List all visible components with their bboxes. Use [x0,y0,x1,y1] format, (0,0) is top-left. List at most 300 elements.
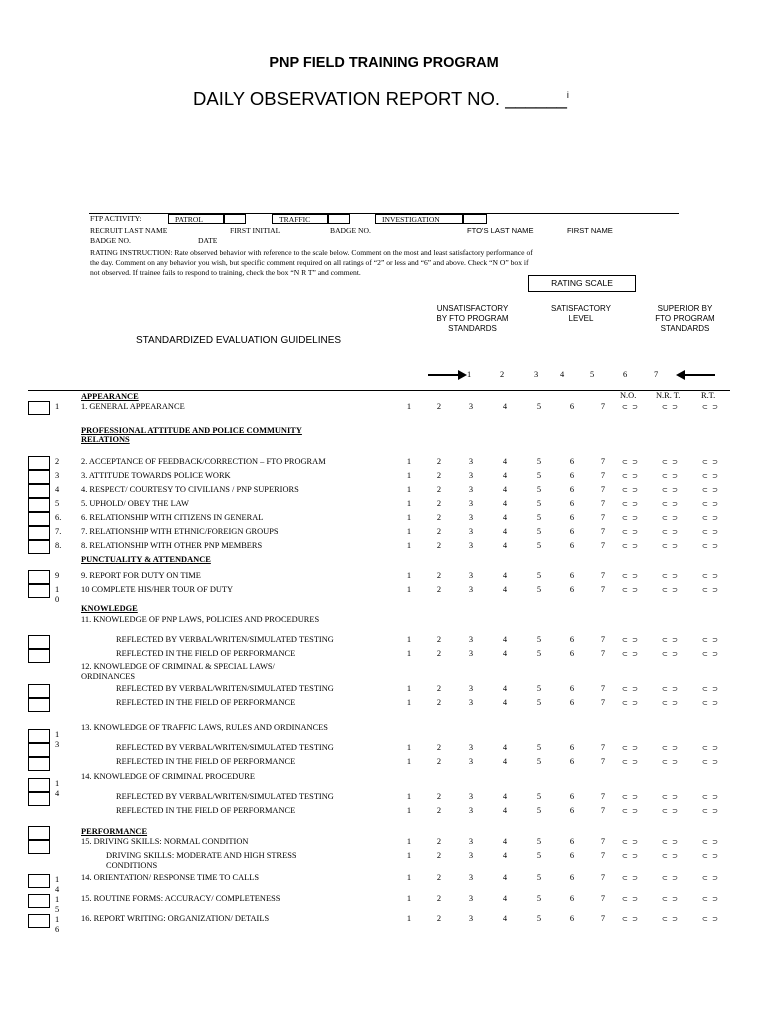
rating-option-4[interactable]: 4 [502,684,508,693]
criterion-label: 3. ATTITUDE TOWARDS POLICE WORK [81,471,231,480]
rating-option-7[interactable]: 7 [600,527,606,536]
rt-checkbox[interactable]: ⊂ ⊃ [702,895,719,903]
rating-option-7[interactable]: 7 [600,684,606,693]
rt-checkbox[interactable]: ⊂ ⊃ [702,758,719,766]
rating-option-7[interactable]: 7 [600,757,606,766]
rt-checkbox[interactable]: ⊂ ⊃ [702,838,719,846]
no-checkbox[interactable]: ⊂ ⊃ [622,636,639,644]
no-checkbox[interactable]: ⊂ ⊃ [622,528,639,536]
item-check-box[interactable] [28,684,50,698]
rating-option-2[interactable]: 2 [436,527,442,536]
rating-option-2[interactable]: 2 [436,649,442,658]
rating-option-6[interactable]: 6 [569,471,575,480]
rating-option-6[interactable]: 6 [569,851,575,860]
rating-option-7[interactable]: 7 [600,837,606,846]
rating-option-6[interactable]: 6 [569,635,575,644]
rating-option-1[interactable]: 1 [406,585,412,594]
rating-option-3[interactable]: 3 [468,541,474,550]
rating-option-4[interactable]: 4 [502,757,508,766]
rating-option-5[interactable]: 5 [536,527,542,536]
rt-checkbox[interactable]: ⊂ ⊃ [702,685,719,693]
rating-option-1[interactable]: 1 [406,649,412,658]
item-check-box[interactable] [28,470,50,484]
nrt-checkbox[interactable]: ⊂ ⊃ [662,699,679,707]
item-number: 7. [55,527,62,536]
rating-option-2[interactable]: 2 [436,684,442,693]
rt-checkbox[interactable]: ⊂ ⊃ [702,744,719,752]
rating-option-6[interactable]: 6 [569,649,575,658]
rating-option-3[interactable]: 3 [468,873,474,882]
rating-option-1[interactable]: 1 [406,471,412,480]
rating-option-1[interactable]: 1 [406,792,412,801]
rt-checkbox[interactable]: ⊂ ⊃ [702,852,719,860]
nrt-checkbox[interactable]: ⊂ ⊃ [662,807,679,815]
rating-option-2[interactable]: 2 [436,485,442,494]
item-check-box[interactable] [28,498,50,512]
investigation-box[interactable]: INVESTIGATION [375,214,463,224]
rating-option-7[interactable]: 7 [600,402,606,411]
rating-option-1[interactable]: 1 [406,757,412,766]
superior-heading [635,304,735,334]
no-checkbox[interactable]: ⊂ ⊃ [622,852,639,860]
criterion-label: 1. GENERAL APPEARANCE [81,402,185,411]
rating-option-5[interactable]: 5 [536,873,542,882]
criterion-label: 6. RELATIONSHIP WITH CITIZENS IN GENERAL [81,513,264,522]
rating-option-3[interactable]: 3 [468,649,474,658]
rating-option-1[interactable]: 1 [406,513,412,522]
rating-option-6[interactable]: 6 [569,585,575,594]
item-check-box[interactable] [28,512,50,526]
rating-option-1[interactable]: 1 [406,457,412,466]
rt-header: R.T. [701,391,716,400]
criterion-label: REFLECTED BY VERBAL/WRITEN/SIMULATED TESTING [116,684,334,693]
section-heading: PUNCTUALITY & ATTENDANCE [81,555,211,564]
no-checkbox[interactable]: ⊂ ⊃ [622,572,639,580]
rating-option-4[interactable]: 4 [502,649,508,658]
rating-option-1[interactable]: 1 [406,499,412,508]
rating-option-3[interactable]: 3 [468,698,474,707]
no-checkbox[interactable]: ⊂ ⊃ [622,542,639,550]
rating-option-4[interactable]: 4 [502,806,508,815]
rating-option-5[interactable]: 5 [536,698,542,707]
nrt-checkbox[interactable]: ⊂ ⊃ [662,486,679,494]
no-checkbox[interactable]: ⊂ ⊃ [622,458,639,466]
rating-option-3[interactable]: 3 [468,684,474,693]
sup-line-1: SUPERIOR BY [657,304,713,313]
no-checkbox[interactable]: ⊂ ⊃ [622,895,639,903]
item-check-box[interactable] [28,874,50,888]
rating-option-5[interactable]: 5 [536,757,542,766]
patrol-check[interactable] [224,214,246,224]
rating-option-1[interactable]: 1 [406,806,412,815]
rating-option-2[interactable]: 2 [436,635,442,644]
rating-option-7[interactable]: 7 [600,485,606,494]
rating-option-6[interactable]: 6 [569,743,575,752]
rating-option-6[interactable]: 6 [569,527,575,536]
rating-option-5[interactable]: 5 [536,541,542,550]
rating-option-1[interactable]: 1 [406,527,412,536]
nrt-checkbox[interactable]: ⊂ ⊃ [662,403,679,411]
nrt-checkbox[interactable]: ⊂ ⊃ [662,758,679,766]
report-number-label: DAILY OBSERVATION REPORT NO. ______ [193,88,567,109]
rating-option-7[interactable]: 7 [600,698,606,707]
rating-option-2[interactable]: 2 [436,851,442,860]
no-checkbox[interactable]: ⊂ ⊃ [622,874,639,882]
satisfactory-heading [530,304,632,324]
no-checkbox[interactable]: ⊂ ⊃ [622,586,639,594]
item-check-box[interactable] [28,401,50,415]
rt-checkbox[interactable]: ⊂ ⊃ [702,458,719,466]
patrol-box[interactable]: PATROL [168,214,224,224]
rating-option-1[interactable]: 1 [406,743,412,752]
form-title: PNP FIELD TRAINING PROGRAM [269,55,499,71]
rating-option-3[interactable]: 3 [468,485,474,494]
rating-option-4[interactable]: 4 [502,402,508,411]
item-check-box[interactable] [28,914,50,928]
rating-option-5[interactable]: 5 [536,894,542,903]
item-check-box[interactable] [28,526,50,540]
rt-checkbox[interactable]: ⊂ ⊃ [702,699,719,707]
rating-option-7[interactable]: 7 [600,806,606,815]
rating-option-3[interactable]: 3 [468,499,474,508]
rt-checkbox[interactable]: ⊂ ⊃ [702,636,719,644]
item-number: 1 [55,730,60,739]
rating-option-4[interactable]: 4 [502,698,508,707]
rating-option-4[interactable]: 4 [502,851,508,860]
no-checkbox[interactable]: ⊂ ⊃ [622,500,639,508]
rating-option-2[interactable]: 2 [436,914,442,923]
item-check-box[interactable] [28,729,50,743]
item-number-cont: 4 [55,885,60,894]
rating-option-5[interactable]: 5 [536,635,542,644]
rating-option-1[interactable]: 1 [406,837,412,846]
rating-option-2[interactable]: 2 [436,402,442,411]
criterion-label: 8. RELATIONSHIP WITH OTHER PNP MEMBERS [81,541,263,550]
traffic-box[interactable]: TRAFFIC [272,214,328,224]
item-check-box[interactable] [28,635,50,649]
rating-option-6[interactable]: 6 [569,499,575,508]
rating-option-7[interactable]: 7 [600,585,606,594]
rating-option-6[interactable]: 6 [569,485,575,494]
rating-option-4[interactable]: 4 [502,527,508,536]
item-check-box[interactable] [28,484,50,498]
criterion-label: 9. REPORT FOR DUTY ON TIME [81,571,201,580]
rating-option-4[interactable]: 4 [502,471,508,480]
rating-option-5[interactable]: 5 [536,851,542,860]
item-check-box[interactable] [28,456,50,470]
rating-option-4[interactable]: 4 [502,457,508,466]
rt-checkbox[interactable]: ⊂ ⊃ [702,915,719,923]
rating-option-3[interactable]: 3 [468,757,474,766]
criterion-label: 15. DRIVING SKILLS: NORMAL CONDITION [81,837,249,846]
rating-option-2[interactable]: 2 [436,894,442,903]
nrt-checkbox[interactable]: ⊂ ⊃ [662,895,679,903]
rating-option-5[interactable]: 5 [536,471,542,480]
rating-option-1[interactable]: 1 [406,894,412,903]
item-check-box[interactable] [28,649,50,663]
rating-option-7[interactable]: 7 [600,914,606,923]
item-check-box[interactable] [28,743,50,757]
item-number: 5 [55,499,60,508]
rating-option-1[interactable]: 1 [406,914,412,923]
rating-option-5[interactable]: 5 [536,649,542,658]
unsat-line-2: BY FTO PROGRAM [436,314,509,323]
rating-option-6[interactable]: 6 [569,837,575,846]
rating-option-4[interactable]: 4 [502,914,508,923]
rating-option-4[interactable]: 4 [502,485,508,494]
rating-option-5[interactable]: 5 [536,457,542,466]
rating-option-6[interactable]: 6 [569,914,575,923]
rating-option-5[interactable]: 5 [536,743,542,752]
rating-option-5[interactable]: 5 [536,571,542,580]
item-number: 9 [55,571,60,580]
criterion-label: REFLECTED IN THE FIELD OF PERFORMANCE [116,649,296,658]
rating-option-2[interactable]: 2 [436,541,442,550]
criterion-text: 11. KNOWLEDGE OF PNP LAWS, POLICIES AND PROCEDURES [81,615,320,624]
rating-option-2[interactable]: 2 [436,471,442,480]
rating-option-5[interactable]: 5 [536,513,542,522]
rating-option-1[interactable]: 1 [406,485,412,494]
rating-option-6[interactable]: 6 [569,873,575,882]
rating-option-3[interactable]: 3 [468,457,474,466]
no-checkbox[interactable]: ⊂ ⊃ [622,699,639,707]
rating-option-1[interactable]: 1 [406,571,412,580]
rt-checkbox[interactable]: ⊂ ⊃ [702,542,719,550]
rt-checkbox[interactable]: ⊂ ⊃ [702,528,719,536]
rating-option-5[interactable]: 5 [536,837,542,846]
rating-option-5[interactable]: 5 [536,792,542,801]
nrt-checkbox[interactable]: ⊂ ⊃ [662,650,679,658]
rating-option-2[interactable]: 2 [436,513,442,522]
rt-checkbox[interactable]: ⊂ ⊃ [702,403,719,411]
scale-number-3: 3 [534,370,539,379]
rating-option-2[interactable]: 2 [436,757,442,766]
rating-option-3[interactable]: 3 [468,851,474,860]
rt-checkbox[interactable]: ⊂ ⊃ [702,586,719,594]
rating-option-4[interactable]: 4 [502,585,508,594]
item-check-box[interactable] [28,792,50,806]
rating-option-7[interactable]: 7 [600,743,606,752]
nrt-checkbox[interactable]: ⊂ ⊃ [662,915,679,923]
scale-number-1: 1 [467,370,472,379]
rt-checkbox[interactable]: ⊂ ⊃ [702,514,719,522]
rating-option-3[interactable]: 3 [468,527,474,536]
nrt-header: N.R. T. [656,391,681,400]
rating-option-4[interactable]: 4 [502,837,508,846]
rating-option-6[interactable]: 6 [569,894,575,903]
no-checkbox[interactable]: ⊂ ⊃ [622,403,639,411]
no-checkbox[interactable]: ⊂ ⊃ [622,758,639,766]
rating-option-7[interactable]: 7 [600,499,606,508]
nrt-checkbox[interactable]: ⊂ ⊃ [662,636,679,644]
rating-option-7[interactable]: 7 [600,571,606,580]
rating-option-7[interactable]: 7 [600,649,606,658]
rating-option-6[interactable]: 6 [569,757,575,766]
rating-option-2[interactable]: 2 [436,585,442,594]
rating-option-3[interactable]: 3 [468,585,474,594]
item-number: 2 [55,457,60,466]
rating-option-3[interactable]: 3 [468,635,474,644]
rating-option-7[interactable]: 7 [600,457,606,466]
item-check-box[interactable] [28,570,50,584]
item-number: 6. [55,513,62,522]
rating-option-6[interactable]: 6 [569,806,575,815]
rating-option-7[interactable]: 7 [600,792,606,801]
no-checkbox[interactable]: ⊂ ⊃ [622,838,639,846]
nrt-checkbox[interactable]: ⊂ ⊃ [662,500,679,508]
rating-option-3[interactable]: 3 [468,837,474,846]
rating-option-1[interactable]: 1 [406,541,412,550]
rating-option-2[interactable]: 2 [436,743,442,752]
rating-option-3[interactable]: 3 [468,914,474,923]
rating-option-2[interactable]: 2 [436,792,442,801]
rating-option-7[interactable]: 7 [600,851,606,860]
rating-option-6[interactable]: 6 [569,457,575,466]
nrt-checkbox[interactable]: ⊂ ⊃ [662,852,679,860]
rating-option-2[interactable]: 2 [436,806,442,815]
rating-option-1[interactable]: 1 [406,851,412,860]
rating-option-1[interactable]: 1 [406,698,412,707]
rating-option-4[interactable]: 4 [502,792,508,801]
no-checkbox[interactable]: ⊂ ⊃ [622,685,639,693]
rating-option-5[interactable]: 5 [536,402,542,411]
no-checkbox[interactable]: ⊂ ⊃ [622,915,639,923]
rating-option-3[interactable]: 3 [468,571,474,580]
rating-option-4[interactable]: 4 [502,513,508,522]
rating-option-6[interactable]: 6 [569,571,575,580]
nrt-checkbox[interactable]: ⊂ ⊃ [662,542,679,550]
rt-checkbox[interactable]: ⊂ ⊃ [702,486,719,494]
rating-option-7[interactable]: 7 [600,635,606,644]
item-check-box[interactable] [28,826,50,840]
rating-option-2[interactable]: 2 [436,873,442,882]
item-check-box[interactable] [28,894,50,908]
rating-option-7[interactable]: 7 [600,873,606,882]
item-number: 1 [55,875,60,884]
nrt-checkbox[interactable]: ⊂ ⊃ [662,472,679,480]
no-header: N.O. [620,391,637,400]
rating-option-1[interactable]: 1 [406,402,412,411]
no-checkbox[interactable]: ⊂ ⊃ [622,793,639,801]
item-check-box[interactable] [28,778,50,792]
rating-option-3[interactable]: 3 [468,806,474,815]
nrt-checkbox[interactable]: ⊂ ⊃ [662,793,679,801]
rating-option-5[interactable]: 5 [536,499,542,508]
rating-option-2[interactable]: 2 [436,571,442,580]
rating-option-2[interactable]: 2 [436,457,442,466]
rating-option-4[interactable]: 4 [502,541,508,550]
no-checkbox[interactable]: ⊂ ⊃ [622,486,639,494]
rating-option-4[interactable]: 4 [502,894,508,903]
rt-checkbox[interactable]: ⊂ ⊃ [702,472,719,480]
rating-option-4[interactable]: 4 [502,873,508,882]
nrt-checkbox[interactable]: ⊂ ⊃ [662,838,679,846]
rating-option-1[interactable]: 1 [406,873,412,882]
rating-option-5[interactable]: 5 [536,806,542,815]
item-check-box[interactable] [28,698,50,712]
rt-checkbox[interactable]: ⊂ ⊃ [702,572,719,580]
rt-checkbox[interactable]: ⊂ ⊃ [702,807,719,815]
no-checkbox[interactable]: ⊂ ⊃ [622,472,639,480]
rating-option-7[interactable]: 7 [600,513,606,522]
rating-option-4[interactable]: 4 [502,743,508,752]
criterion-label: 16. REPORT WRITING: ORGANIZATION/ DETAILS [81,914,270,923]
rating-option-7[interactable]: 7 [600,541,606,550]
rating-option-2[interactable]: 2 [436,499,442,508]
right-arrow-icon [428,369,468,381]
rating-option-5[interactable]: 5 [536,914,542,923]
criterion-label: REFLECTED IN THE FIELD OF PERFORMANCE [116,757,296,766]
rating-option-3[interactable]: 3 [468,894,474,903]
scale-number-4: 4 [560,370,565,379]
rating-option-7[interactable]: 7 [600,471,606,480]
rating-option-3[interactable]: 3 [468,792,474,801]
rating-option-3[interactable]: 3 [468,513,474,522]
rt-checkbox[interactable]: ⊂ ⊃ [702,500,719,508]
rating-option-6[interactable]: 6 [569,792,575,801]
investigation-check[interactable] [463,214,487,224]
no-checkbox[interactable]: ⊂ ⊃ [622,650,639,658]
rating-option-1[interactable]: 1 [406,684,412,693]
rt-checkbox[interactable]: ⊂ ⊃ [702,650,719,658]
rating-option-6[interactable]: 6 [569,541,575,550]
rt-checkbox[interactable]: ⊂ ⊃ [702,874,719,882]
nrt-checkbox[interactable]: ⊂ ⊃ [662,458,679,466]
rating-option-2[interactable]: 2 [436,837,442,846]
rating-option-5[interactable]: 5 [536,585,542,594]
item-check-box[interactable] [28,840,50,854]
rating-option-5[interactable]: 5 [536,684,542,693]
no-checkbox[interactable]: ⊂ ⊃ [622,744,639,752]
nrt-checkbox[interactable]: ⊂ ⊃ [662,744,679,752]
no-checkbox[interactable]: ⊂ ⊃ [622,514,639,522]
date-label: DATE [198,236,218,245]
no-checkbox[interactable]: ⊂ ⊃ [622,807,639,815]
rating-option-5[interactable]: 5 [536,485,542,494]
item-number: 1 [55,915,60,924]
rating-option-3[interactable]: 3 [468,402,474,411]
nrt-checkbox[interactable]: ⊂ ⊃ [662,572,679,580]
rating-option-3[interactable]: 3 [468,743,474,752]
criterion-text: 14. KNOWLEDGE OF CRIMINAL PROCEDURE [81,772,255,781]
section-heading: RELATIONS [81,435,130,444]
sup-line-3: STANDARDS [660,324,710,333]
rating-option-4[interactable]: 4 [502,635,508,644]
rating-option-7[interactable]: 7 [600,894,606,903]
rating-option-6[interactable]: 6 [569,513,575,522]
rating-option-6[interactable]: 6 [569,684,575,693]
rating-option-3[interactable]: 3 [468,471,474,480]
nrt-checkbox[interactable]: ⊂ ⊃ [662,528,679,536]
nrt-checkbox[interactable]: ⊂ ⊃ [662,685,679,693]
rating-option-6[interactable]: 6 [569,698,575,707]
unsat-line-1: UNSATISFACTORY [436,304,509,313]
rating-option-4[interactable]: 4 [502,571,508,580]
item-check-box[interactable] [28,757,50,771]
rating-option-4[interactable]: 4 [502,499,508,508]
rating-option-1[interactable]: 1 [406,635,412,644]
item-check-box[interactable] [28,540,50,554]
nrt-checkbox[interactable]: ⊂ ⊃ [662,586,679,594]
nrt-checkbox[interactable]: ⊂ ⊃ [662,514,679,522]
rating-option-6[interactable]: 6 [569,402,575,411]
item-check-box[interactable] [28,584,50,598]
traffic-check[interactable] [328,214,350,224]
nrt-checkbox[interactable]: ⊂ ⊃ [662,874,679,882]
instruction-line-2: the day. Comment on any behavior you wish, but specific comment required on all ratings of “2” or less and “6” and above. Check “N O” box if [90,258,529,267]
rating-option-2[interactable]: 2 [436,698,442,707]
rt-checkbox[interactable]: ⊂ ⊃ [702,793,719,801]
